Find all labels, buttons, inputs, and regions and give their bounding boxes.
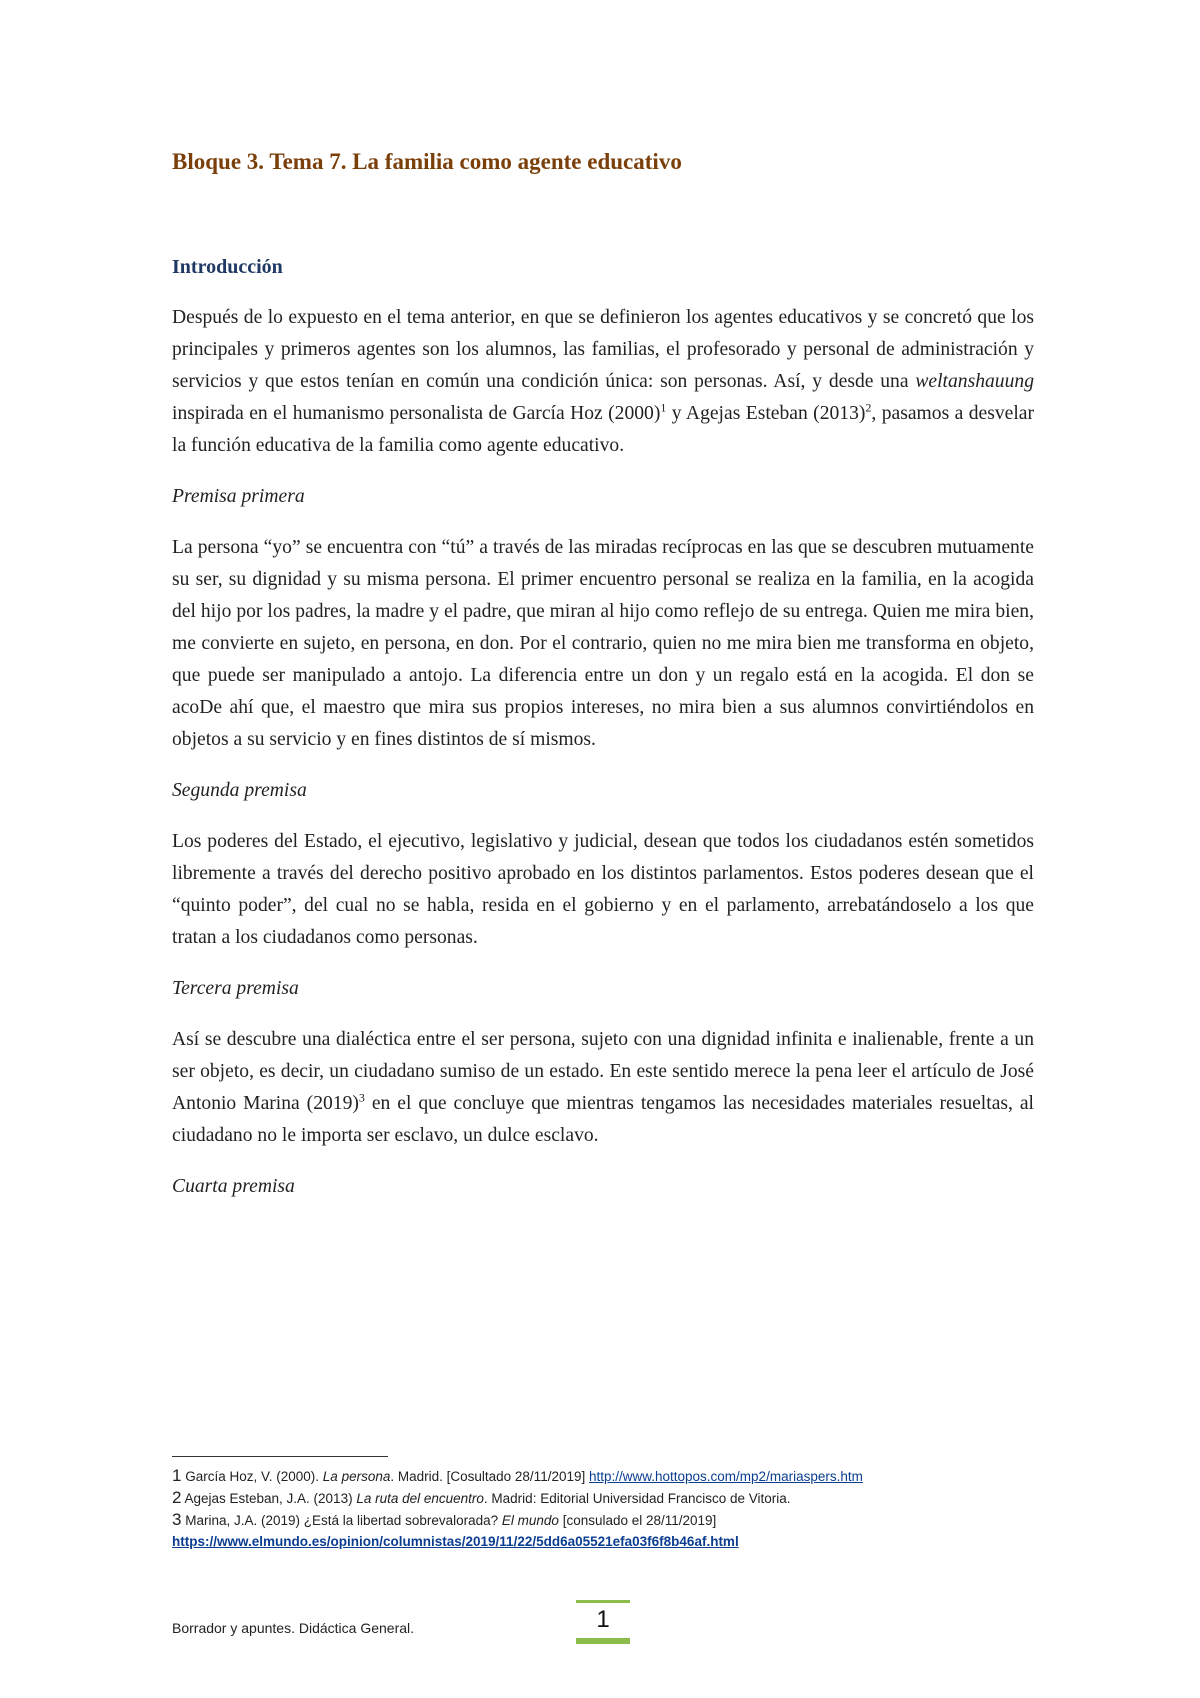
footnote-text: Agejas Esteban, J.A. (2013)	[181, 1491, 357, 1506]
subheading-segunda-premisa: Segunda premisa	[172, 780, 307, 801]
footnote-1	[172, 1465, 1052, 1487]
subheading-cuarta-premisa: Cuarta premisa	[172, 1176, 295, 1197]
footnote-text: . Madrid: Editorial Universidad Francisco de Vitoria.	[483, 1491, 791, 1506]
tercera-text-2: en el que concluye que mientras tengamos las necesidades materiales resueltas, al ciudadano no le importa ser esclavo, un dulce esclavo.	[172, 1093, 1034, 1146]
footnote-text: [consulado el 28/11/2019]	[558, 1513, 717, 1528]
footnote-text: Marina, J.A. (2019) ¿Está la libertad sobrevalorada?	[181, 1513, 502, 1528]
footnote-link-elmundo[interactable]: https://www.elmundo.es/opinion/columnistas/2019/11/22/5dd6a05521efa03f6f8b46af.html	[172, 1534, 739, 1549]
footnote-italic: La persona	[322, 1469, 391, 1484]
section-heading-introduccion: Introducción	[172, 256, 283, 278]
segunda-premisa-paragraph: Los poderes del Estado, el ejecutivo, legislativo y judicial, desean que todos los ciudadanos estén sometidos libremente a través del derecho positivo aprobado en los distintos parlamentos. Estos poderes desean que el “quinto poder”, del cual no se habla, resida en el gobierno y en el parlamento, arrebatándoselo a los que tratan a los ciudadanos como personas.	[172, 831, 1034, 948]
tercera-premisa-paragraph	[172, 1024, 1034, 1152]
footnote-italic: El mundo	[501, 1513, 559, 1528]
intro-term: weltanshauung	[915, 371, 1034, 392]
intro-text-1: Después de lo expuesto en el tema anterior, en que se definieron los agentes educativos y se concretó que los principales y primeros agentes son los alumnos, las familias, el profesorado y personal de administración y servicios y que estos tenían en común una condición única: son personas. Así, y desde una	[172, 307, 1034, 392]
intro-text-4: , pasamos a desvelar la función educativa de la familia como agente educativo.	[172, 403, 1035, 456]
footnote-italic: La ruta del encuentro	[356, 1491, 484, 1506]
footnote-ref-1[interactable]: 1	[660, 400, 667, 415]
footnote-ref-3[interactable]: 3	[358, 1090, 365, 1105]
footnote-number: 3	[172, 1510, 182, 1529]
footnote-separator	[172, 1456, 388, 1457]
footnote-ref-2[interactable]: 2	[865, 400, 872, 415]
subheading-premisa-primera: Premisa primera	[172, 486, 305, 507]
main-content	[172, 148, 1034, 1200]
footnote-2	[172, 1487, 1052, 1509]
footnote-number: 1	[172, 1466, 182, 1485]
footnotes	[172, 1465, 1052, 1552]
page-number: 1	[596, 1606, 610, 1633]
footnote-number: 2	[172, 1488, 182, 1507]
page-number-bar-bottom	[576, 1638, 630, 1644]
page-number-box	[576, 1600, 630, 1644]
footer-text: Borrador y apuntes. Didáctica General.	[172, 1620, 415, 1636]
footnote-text: García Hoz, V. (2000).	[181, 1469, 323, 1484]
page-number-bar-top	[576, 1600, 630, 1603]
footnote-3	[172, 1509, 1052, 1531]
footnote-3-link-line	[172, 1531, 1052, 1552]
footnote-link-hottopos[interactable]: http://www.hottopos.com/mp2/mariaspers.htm	[588, 1469, 863, 1484]
premisa-primera-paragraph: La persona “yo” se encuentra con “tú” a través de las miradas recíprocas en las que se descubren mutuamente su ser, su dignidad y su misma persona. El primer encuentro personal se realiza en la familia, en la acogida del hijo por los padres, la madre y el padre, que miran al hijo como reflejo de su entrega. Quien me mira bien, me convierte en sujeto, en persona, en don. Por el contrario, quien no me mira bien me transforma en objeto, que puede ser manipulado a antojo. La diferencia entre un don y un regalo está en la acogida. El don se acoDe ahí que, el maestro que mira sus propios intereses, no mira bien a sus alumnos convirtiéndolos en objetos a su servicio y en fines distintos de sí mismos.	[172, 537, 1034, 750]
document-title: Bloque 3. Tema 7. La familia como agente educativo	[172, 149, 682, 174]
intro-text-3: y Agejas Esteban (2013)	[666, 403, 866, 424]
subheading-tercera-premisa: Tercera premisa	[172, 978, 299, 999]
footnote-text: . Madrid. [Cosultado 28/11/2019]	[390, 1469, 589, 1484]
intro-paragraph	[172, 302, 1034, 462]
tercera-text-1: Así se descubre una dialéctica entre el ser persona, sujeto con una dignidad infinita e inalienable, frente a un ser objeto, es decir, un ciudadano sumiso de un estado. En este sentido merece la pena leer el artículo de José Antonio Marina (2019)	[172, 1029, 1034, 1114]
intro-text-2: inspirada en el humanismo personalista de García Hoz (2000)	[172, 403, 661, 424]
